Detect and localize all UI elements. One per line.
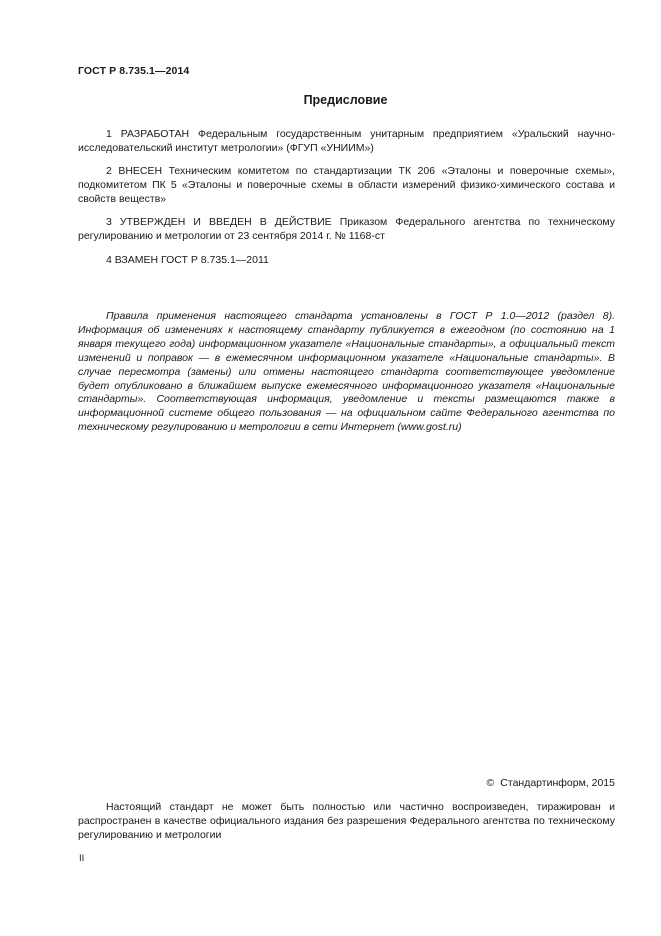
paragraph-developed-by: 1 РАЗРАБОТАН Федеральным государственным унитарным предприятием «Уральский научно-исследовательский институт метрологии» (ФГУП «УНИИМ») [78, 128, 615, 154]
copyright-icon: © [486, 777, 495, 789]
standard-code-header: ГОСТ Р 8.735.1—2014 [78, 65, 190, 77]
reproduction-notice: Настоящий стандарт не может быть полностью или частично воспроизведен, тиражирован и распространен в качестве официального издания без разрешения Федерального агентства по техническому регулированию и метрологии [78, 801, 615, 841]
copyright-line [487, 777, 615, 789]
page-number: II [79, 853, 85, 864]
paragraph-introduced-by: 2 ВНЕСЕН Техническим комитетом по стандартизации ТК 206 «Эталоны и поверочные схемы», подкомитетом ПК 5 «Эталоны и поверочные схемы в области измерений физико-химического состава и свойств веществ» [78, 165, 615, 205]
application-rules-notice: Правила применения настоящего стандарта установлены в ГОСТ Р 1.0—2012 (раздел 8). Информация об изменениях к настоящему стандарту публикуется в ежегодном (по состоянию на 1 января текущего года) информационном указателе «Национальные стандарты», а официальный текст изменений и поправок — в ежемесячном информационном указателе «Национальные стандарты». В случае пересмотра (замены) или отмены настоящего стандарта соответствующее уведомление будет опубликовано в ближайшем выпуске ежемесячного информационного указателя «Национальные стандарты». Соответствующая информация, уведомление и тексты размещаются также в информационной системе общего пользования — на официальном сайте Федерального агентства по техническому регулированию и метрологии в сети Интернет (www.gost.ru) [78, 310, 615, 434]
paragraph-replaces: 4 ВЗАМЕН ГОСТ Р 8.735.1—2011 [106, 254, 269, 266]
copyright-text: Стандартинформ, 2015 [500, 777, 615, 789]
paragraph-approved: 3 УТВЕРЖДЕН И ВВЕДЕН В ДЕЙСТВИЕ Приказом Федерального агентства по техническому регулированию и метрологии от 23 сентября 2014 г. № 1168-ст [78, 216, 615, 242]
section-title: Предисловие [303, 93, 388, 107]
